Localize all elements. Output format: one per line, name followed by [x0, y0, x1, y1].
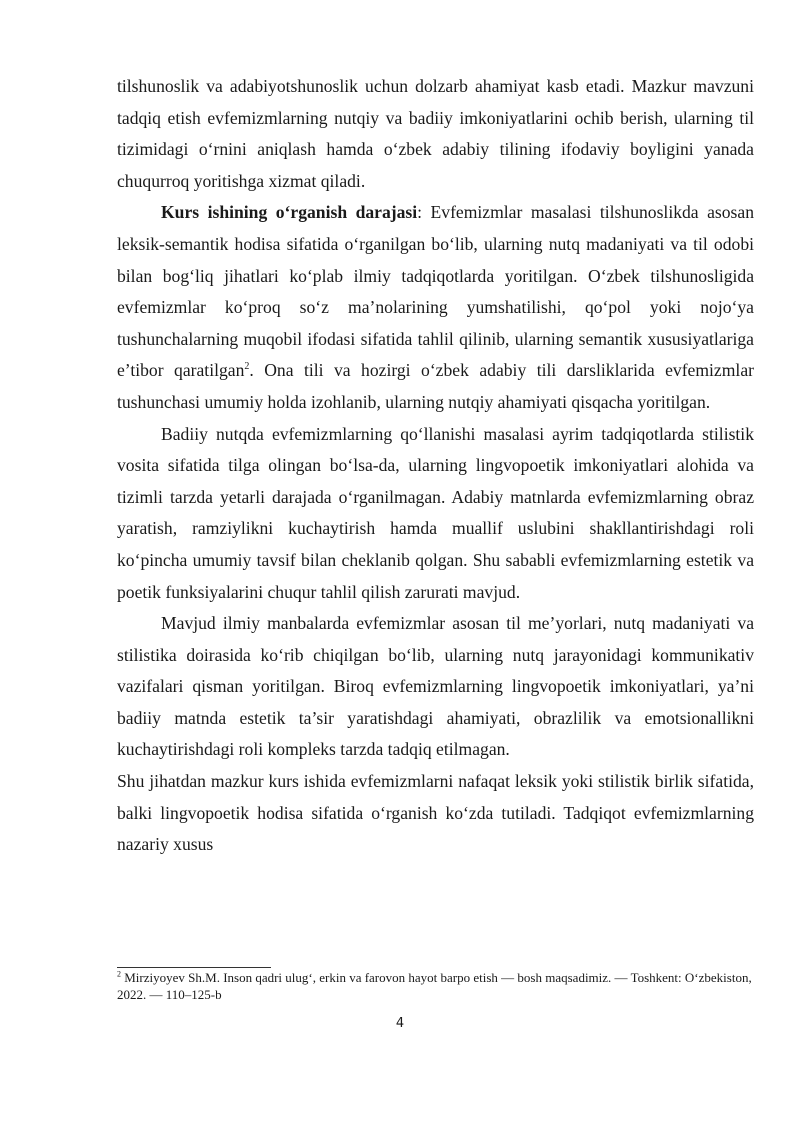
footnote-text: Mirziyoyev Sh.M. Inson qadri ulug‘, erkin va farovon hayot barpo etish — bosh maqsadimiz. — Toshkent: O‘zbekiston, 2022. — 110–125-b: [117, 970, 752, 1002]
section-lead: Kurs ishining o‘rganish darajasi: [161, 202, 418, 223]
page-number: 4: [395, 1016, 405, 1031]
footnote: [117, 970, 754, 1003]
body-text: [117, 71, 754, 861]
paragraph-1: tilshunoslik va adabiyotshunoslik uchun dolzarb ahamiyat kasb etadi. Mazkur mavzuni tadqiq etish evfemizmlarning nutqiy va badiiy imkoniyatlarini ochib berish, ularning til tizimidagi o‘rnini aniqlash hamda o‘zbek adabiy tilining ifodaviy boyligini yanada chuqurroq yoritishga xizmat qiladi.: [117, 76, 754, 191]
paragraph-5: Shu jihatdan mazkur kurs ishida evfemizmlarni nafaqat leksik yoki stilistik birlik sifatida, balki lingvopoetik hodisa sifatida o‘rganish ko‘zda tutiladi. Tadqiqot evfemizmlarning nazariy xusus: [117, 771, 754, 855]
paragraph-4: Mavjud ilmiy manbalarda evfemizmlar asosan til me’yorlari, nutq madaniyati va stilistika doirasida ko‘rib chiqilgan bo‘lib, ularning nutq jarayonidagi kommunikativ vazifalari qisman yoritilgan. Biroq evfemizmlarning lingvopoetik imkoniyatlari, ya’ni badiiy matnda estetik ta’sir yaratishdagi ahamiyati, obrazlilik va emotsionallikni kuchaytirishdagi roli kompleks tarzda tadqiq etilmagan.: [117, 613, 754, 760]
paragraph-2-tail: . Ona tili va hozirgi o‘zbek adabiy tili darsliklarida evfemizmlar tushunchasi umumiy holda izohlanib, ularning nutqiy ahamiyati qisqacha yoritilgan.: [117, 360, 754, 412]
paragraph-2-text: : Evfemizmlar masalasi tilshunoslikda asosan leksik-semantik hodisa sifatida o‘rganilgan bo‘lib, ularning nutq madaniyati va til odobi bilan bog‘liq jihatlari ko‘plab ilmiy tadqiqotlarda yoritilgan. O‘zbek tilshunosligida evfemizmlar ko‘proq so‘z ma’nolarining yumshatilishi, qo‘pol yoki nojo‘ya tushunchalarning muqobil ifodasi sifatida tahlil qilinib, ularning semantik xususiyatlariga e’tibor qaratilgan: [117, 202, 754, 381]
footnote-reference[interactable]: 2: [244, 361, 250, 373]
paragraph-3: Badiiy nutqda evfemizmlarning qo‘llanishi masalasi ayrim tadqiqotlarda stilistik vosita sifatida tilga olingan bo‘lsa-da, ularning lingvopoetik imkoniyatlari alohida va tizimli tarzda yetarli darajada o‘rganilmagan. Adabiy matnlarda evfemizmlarning obraz yaratish, ramziylikni kuchaytirish hamda muallif uslubini shakllantirishdagi roli ko‘pincha umumiy tavsif bilan cheklanib qolgan. Shu sababli evfemizmlarning estetik va poetik funksiyalarini chuqur tahlil qilish zarurati mavjud.: [117, 423, 754, 602]
footnote-divider: [117, 967, 271, 968]
paragraph-2: [117, 197, 754, 418]
footnote-number: 2: [117, 969, 121, 979]
